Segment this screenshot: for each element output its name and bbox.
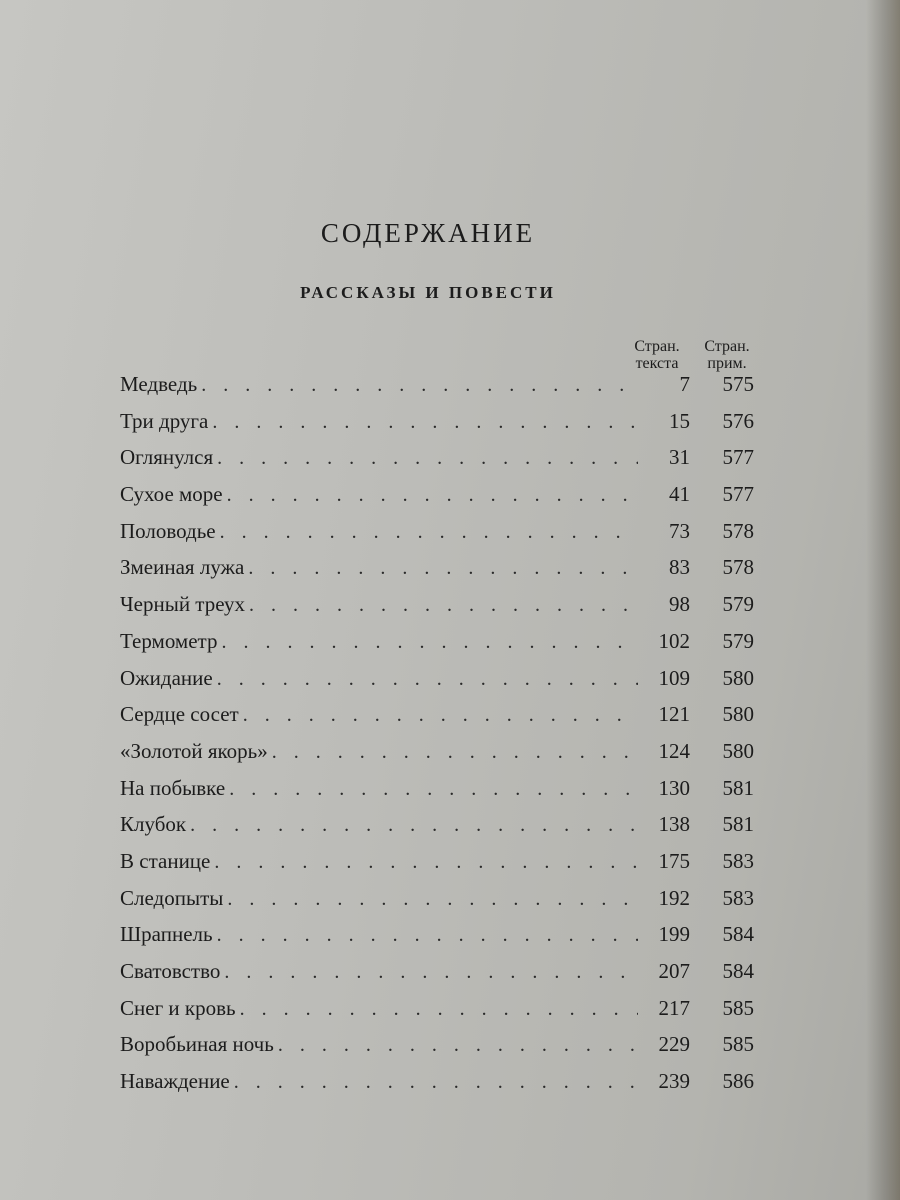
dot-leader [234, 1071, 638, 1094]
page-title: СОДЕРЖАНИЕ [320, 218, 536, 248]
section-title: РАССКАЗЫ И ПОВЕСТИ [300, 283, 556, 302]
toc-entry-page: 73 [669, 518, 690, 543]
dot-leader [240, 998, 638, 1021]
column-header-line: текста [635, 355, 679, 372]
toc-entry-title: Следопыты [120, 885, 224, 910]
toc-entry-page: 138 [658, 812, 690, 837]
toc-entry [120, 812, 760, 849]
table-of-contents [120, 372, 760, 1106]
toc-entry-page: 130 [658, 775, 690, 800]
toc-entry-page: 121 [658, 702, 690, 727]
toc-entry [120, 666, 760, 703]
dot-leader [217, 668, 638, 691]
column-header-line: Стран. [634, 338, 680, 355]
toc-entry [120, 886, 760, 923]
toc-entry-title: Оглянулся [120, 445, 214, 470]
page-binding-shadow [866, 0, 900, 1200]
toc-entry [120, 445, 760, 482]
toc-entry-page: 192 [658, 885, 690, 910]
toc-entry [120, 959, 760, 996]
toc-entry [120, 629, 760, 666]
toc-entry-note-page: 575 [722, 372, 754, 396]
toc-entry-page: 109 [658, 665, 690, 690]
toc-entry-title: Наваждение [120, 1069, 230, 1094]
dot-leader [214, 851, 638, 874]
dot-leader [221, 631, 638, 654]
toc-entry-note-page: 581 [722, 812, 754, 837]
toc-entry-title: Половодье [120, 518, 216, 543]
toc-entry-page: 15 [669, 408, 690, 433]
toc-entry-page: 217 [658, 995, 690, 1020]
dot-leader [217, 447, 638, 470]
column-header-note-pages [692, 338, 762, 372]
toc-entry-page: 124 [658, 738, 690, 763]
toc-entry-title: Снег и кровь [120, 995, 236, 1020]
toc-entry-note-page: 585 [722, 995, 754, 1020]
toc-entry-note-page: 579 [722, 628, 754, 653]
column-header-line: Стран. [704, 338, 750, 355]
toc-entry-note-page: 577 [722, 482, 754, 507]
dot-leader [227, 888, 638, 911]
dot-leader [212, 411, 638, 434]
toc-entry [120, 372, 760, 409]
toc-entry-title: Клубок [120, 812, 187, 837]
toc-entry-note-page: 580 [722, 702, 754, 727]
toc-entry-title: Ожидание [120, 665, 213, 690]
toc-entry-title: Медведь [120, 372, 198, 396]
toc-entry-title: Сердце сосет [120, 702, 239, 727]
toc-entry-note-page: 576 [722, 408, 754, 433]
dot-leader [278, 1034, 638, 1057]
toc-entry-title: «Золотой якорь» [120, 738, 268, 763]
toc-entry-page: 229 [658, 1032, 690, 1057]
toc-entry-page: 207 [658, 959, 690, 983]
toc-entry-note-page: 579 [722, 592, 754, 617]
toc-entry-page: 83 [669, 555, 690, 580]
toc-entry-title: Змеиная лужа [120, 555, 245, 580]
toc-entry [120, 996, 760, 1033]
toc-entry-note-page: 585 [722, 1032, 754, 1057]
toc-entry [120, 482, 760, 519]
dot-leader [190, 814, 638, 837]
column-header-line: прим. [707, 355, 747, 372]
dot-leader [272, 741, 638, 764]
dot-leader [220, 521, 638, 544]
toc-entry-note-page: 581 [722, 775, 754, 800]
dot-leader [243, 704, 638, 727]
toc-entry [120, 1032, 760, 1069]
toc-entry-note-page: 580 [722, 665, 754, 690]
toc-entry-page: 175 [658, 848, 690, 873]
toc-entry-page: 7 [679, 372, 690, 396]
toc-entry [120, 555, 760, 592]
dot-leader [224, 961, 638, 984]
dot-leader [229, 778, 638, 801]
toc-entry-page: 41 [669, 482, 690, 507]
column-header-text-pages [624, 338, 690, 372]
toc-entry-title: Черный треух [120, 592, 246, 617]
toc-entry-page: 31 [669, 445, 690, 470]
toc-entry-title: Сватовство [120, 959, 221, 983]
toc-entry-note-page: 583 [722, 848, 754, 873]
toc-entry-title: Шрапнель [120, 922, 213, 947]
toc-entry-note-page: 577 [722, 445, 754, 470]
toc-entry-note-page: 586 [722, 1069, 754, 1094]
toc-entry-page: 98 [669, 592, 690, 617]
toc-entry-page: 102 [658, 628, 690, 653]
toc-entry [120, 409, 760, 446]
toc-entry [120, 592, 760, 629]
toc-entry-note-page: 584 [722, 959, 754, 983]
toc-entry-title: Три друга [120, 408, 209, 433]
dot-leader [248, 557, 638, 580]
toc-entry-note-page: 578 [722, 555, 754, 580]
dot-leader [201, 374, 638, 397]
dot-leader [227, 484, 638, 507]
toc-entry-note-page: 584 [722, 922, 754, 947]
toc-entry-title: Термометр [120, 628, 218, 653]
toc-entry [120, 702, 760, 739]
toc-entry-note-page: 583 [722, 885, 754, 910]
toc-entry-page: 239 [658, 1069, 690, 1094]
toc-entry [120, 739, 760, 776]
toc-entry-title: Воробьиная ночь [120, 1032, 274, 1057]
toc-entry-page: 199 [658, 922, 690, 947]
toc-entry-title: Сухое море [120, 482, 223, 507]
toc-entry [120, 519, 760, 556]
toc-entry-title: На побывке [120, 775, 226, 800]
dot-leader [249, 594, 638, 617]
toc-entry [120, 776, 760, 813]
dot-leader [217, 924, 638, 947]
toc-entry [120, 922, 760, 959]
toc-entry-note-page: 580 [722, 738, 754, 763]
toc-entry [120, 1069, 760, 1106]
toc-entry-title: В станице [120, 848, 211, 873]
toc-entry-note-page: 578 [722, 518, 754, 543]
toc-entry [120, 849, 760, 886]
